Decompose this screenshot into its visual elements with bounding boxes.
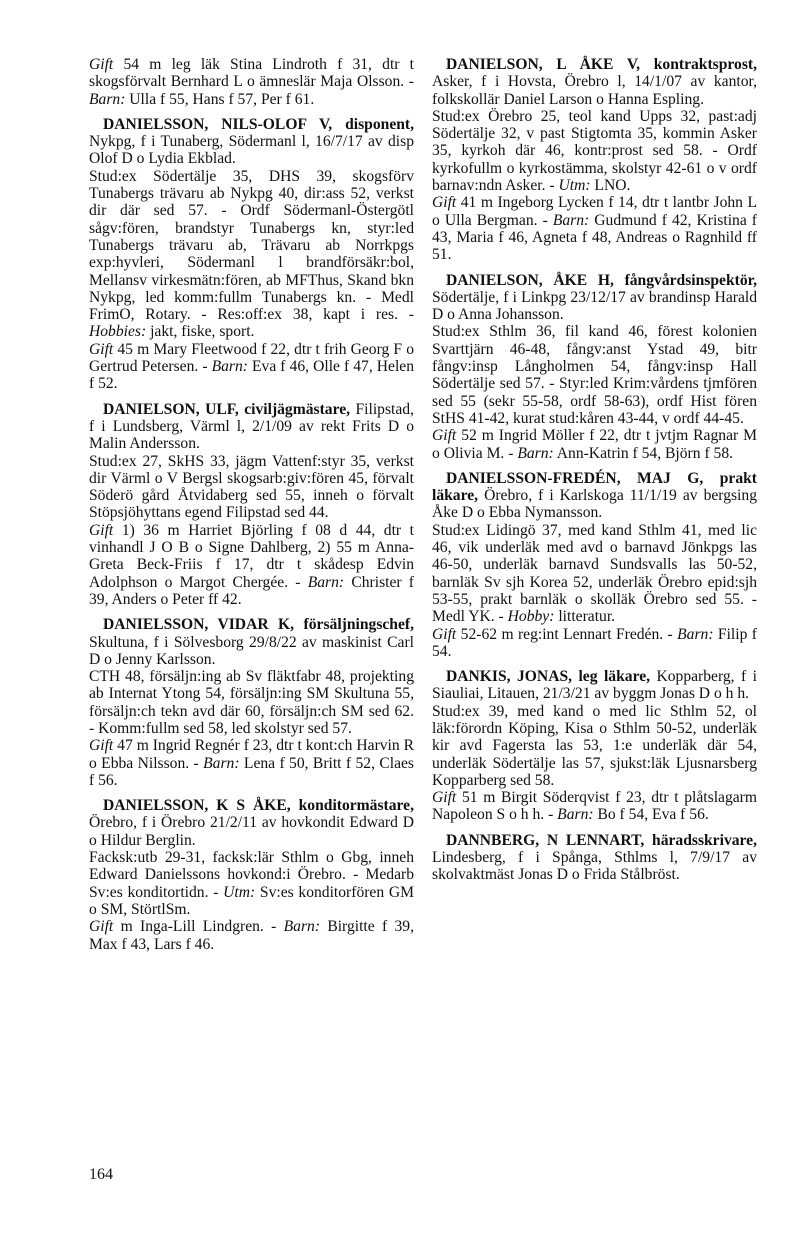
entry-paragraph: Gift 1) 36 m Harriet Björling f 08 d 44, dtr t vinhandl J O B o Signe Dahlberg, 2) 55 m Anna-Greta Beck-Friis f 17, dtr t skådesp Edvin Adolphson o Margot Chergée. - Barn: Christer f 39, Anders o Peter ff 42.: [89, 521, 414, 608]
entry-paragraph: Gift 41 m Ingeborg Lycken f 14, dtr t lantbr John L o Ulla Bergman. - Barn: Gudmund f 42, Kristina f 43, Maria f 46, Agneta f 48, Andreas o Ragnhild ff 51.: [432, 194, 757, 264]
entry-paragraph: Stud:ex Örebro 25, teol kand Upps 32, past:adj Södertälje 32, v past Stigtomta 35, kommin Asker 35, kyrkoh där 46, kontr:prost sed 58. - Ordf kyrkofullm o kyrkostämma, skolstyr 42-61 o v ordf barnav:ndn Asker. - Utm: LNO.: [432, 107, 757, 195]
entry-heading-paragraph: DANIELSSON, VIDAR K, försäljningschef, Skultuna, f i Sölvesborg 29/8/22 av maskinist Carl D o Jenny Karlsson.: [89, 616, 414, 668]
biography-entry: [432, 832, 757, 884]
entry-paragraph: Gift m Inga-Lill Lindgren. - Barn: Birgitte f 39, Max f 43, Lars f 46.: [89, 918, 414, 953]
left-column: [89, 56, 414, 961]
biography-entry: [432, 272, 757, 462]
biography-entry: [89, 116, 414, 393]
entry-heading-paragraph: DANIELSSON, NILS-OLOF V, disponent, Nykpg, f i Tunaberg, Södermanl l, 16/7/17 av disp Olof D o Lydia Ekblad.: [89, 115, 414, 168]
entry-paragraph: Gift 52 m Ingrid Möller f 22, dtr t jvtjm Ragnar M o Olivia M. - Barn: Ann-Katrin f 54, Björn f 58.: [432, 427, 757, 462]
biography-entry: [89, 401, 414, 609]
entry-heading-paragraph: DANKIS, JONAS, leg läkare, Kopparberg, f i Siauliai, Litauen, 21/3/21 av byggm Jonas D o h h.: [432, 668, 757, 703]
entry-paragraph: Gift 47 m Ingrid Regnér f 23, dtr t kont:ch Harvin R o Ebba Nilsson. - Barn: Lena f 50, Britt f 52, Claes f 56.: [89, 737, 415, 789]
entry-heading-paragraph: DANIELSON, L ÅKE V, kontraktsprost, Asker, f i Hovsta, Örebro l, 14/1/07 av kantor, folkskollär Daniel Larson o Hanna Espling.: [432, 56, 757, 108]
entry-paragraph: Stud:ex 27, SkHS 33, jägm Vattenf:styr 35, verkst dir Värml o V Bergsl skogsarb:giv:fören 45, förvalt Söderö gård Åtvidaberg sed 55, inneh o förvalt Stöpsjöhyttans egend Filipstad sed 44.: [89, 452, 414, 522]
entry-heading-paragraph: DANIELSSON-FREDÉN, MAJ G, prakt läkare, Örebro, f i Karlskoga 11/1/19 av bergsing Åke D o Ebba Nymansson.: [432, 469, 757, 522]
entry-paragraph: Gift 54 m leg läk Stina Lindroth f 31, dtr t skogsförvalt Bernhard L o ämneslär Maja Olsson. - Barn: Ulla f 55, Hans f 57, Per f 61.: [89, 56, 414, 108]
entry-heading-paragraph: DANIELSON, ULF, civiljägmästare, Filipstad, f i Lundsberg, Värml l, 2/1/09 av rekt Frits D o Malin Andersson.: [89, 400, 414, 453]
entry-paragraph: Stud:ex Sthlm 36, fil kand 46, förest kolonien Svarttjärn 46-48, fångv:anst Ystad 49, bitr fångv:insp Långholmen 54, fångv:insp Hall Södertälje sed 57. - Styr:led Krim:vårdens tjmfören sed 55 (sekr 55-58, ordf 58-63), ordf Hist fören StHS 41-42, kurat stud:kåren 43-44, v ordf 44-45.: [432, 323, 757, 427]
biography-entry: [89, 56, 414, 108]
entry-heading-paragraph: DANNBERG, N LENNART, häradsskrivare, Lindesberg, f i Spånga, Sthlms l, 7/9/17 av skolvaktmäst Jonas D o Frida Stålbröst.: [432, 831, 757, 884]
entry-heading-paragraph: DANIELSSON, K S ÅKE, konditormästare, Örebro, f i Örebro 21/2/11 av hovkondit Edward D o Hildur Berglin.: [89, 797, 414, 849]
biography-entry: [432, 668, 757, 824]
biography-entry: [89, 797, 414, 953]
page-number: 164: [89, 1166, 113, 1183]
entry-paragraph: Stud:ex 39, med kand o med lic Sthlm 52, ol läk:förordn Köping, Kisa o Sthlm 50-52, underläk kir avd Fagersta las 53, 1:e underläk där 54, underläk Södertälje las 57, sjukst:läk Ljusnarsberg Kopparberg sed 58.: [432, 702, 757, 789]
entry-paragraph: Gift 52-62 m reg:int Lennart Fredén. - Barn: Filip f 54.: [432, 625, 757, 660]
entry-paragraph: CTH 48, försäljn:ing ab Sv fläktfabr 48, projekting ab Internat Ytong 54, försäljn:ing SM Skultuna 55, försäljn:ch tekn avd där 60, försäljn:ch SM sed 62. - Komm:fullm sed 58, led skolstyr sed 57.: [89, 668, 414, 737]
entry-paragraph: Stud:ex Södertälje 35, DHS 39, skogsförv Tunabergs trävaru ab Nykpg 40, dir:ass 52, verkst dir där sed 57. - Ordf Södermanl-Östergötl sågv:fören, brandstyr Tunabergs kn, styr:led Tunabergs trävaru ab, Trävaru ab Norrkpgs exp:hyvleri, Södermanl l brandförsäkr:bol, Mellansv virkesmätn:fören, ab MFThus, Skand bkn Nykpg, led komm:fullm Tunabergs kn. - Medl FrimO, Rotary. - Res:off:ex 38, kapt i res. - Hobbies: jakt, fiske, sport.: [89, 167, 414, 341]
biography-entry: [432, 56, 757, 264]
biography-entry: [432, 470, 757, 660]
entry-paragraph: Gift 45 m Mary Fleetwood f 22, dtr t frih Georg F o Gertrud Petersen. - Barn: Eva f 46, Olle f 47, Helen f 52.: [89, 340, 415, 393]
entry-paragraph: Gift 51 m Birgit Söderqvist f 23, dtr t plåtslagarm Napoleon S o h h. - Barn: Bo f 54, Eva f 56.: [432, 789, 757, 824]
entry-paragraph: Facksk:utb 29-31, facksk:lär Sthlm o Gbg, inneh Edward Danielssons hovkond:i Örebro. - Medarb Sv:es konditortidn. - Utm: Sv:es konditorfören GM o SM, StörtlSm.: [89, 849, 414, 918]
entry-heading-paragraph: DANIELSON, ÅKE H, fångvårdsinspektör, Södertälje, f i Linkpg 23/12/17 av brandinsp Harald D o Anna Johansson.: [432, 271, 757, 324]
biography-entry: [89, 616, 414, 789]
entry-paragraph: Stud:ex Lidingö 37, med kand Sthlm 41, med lic 46, vik underläk med avd o barnavd Jönkpgs las 46-50, underläk barnavd Sundsvalls las 50-52, barnläk Sv sjh Korea 52, underläk Örebro epid:sjh 53-55, prakt barnläk o skolläk Örebro sed 55. - Medl YK. - Hobby: litteratur.: [432, 521, 757, 626]
right-column: [432, 56, 757, 892]
